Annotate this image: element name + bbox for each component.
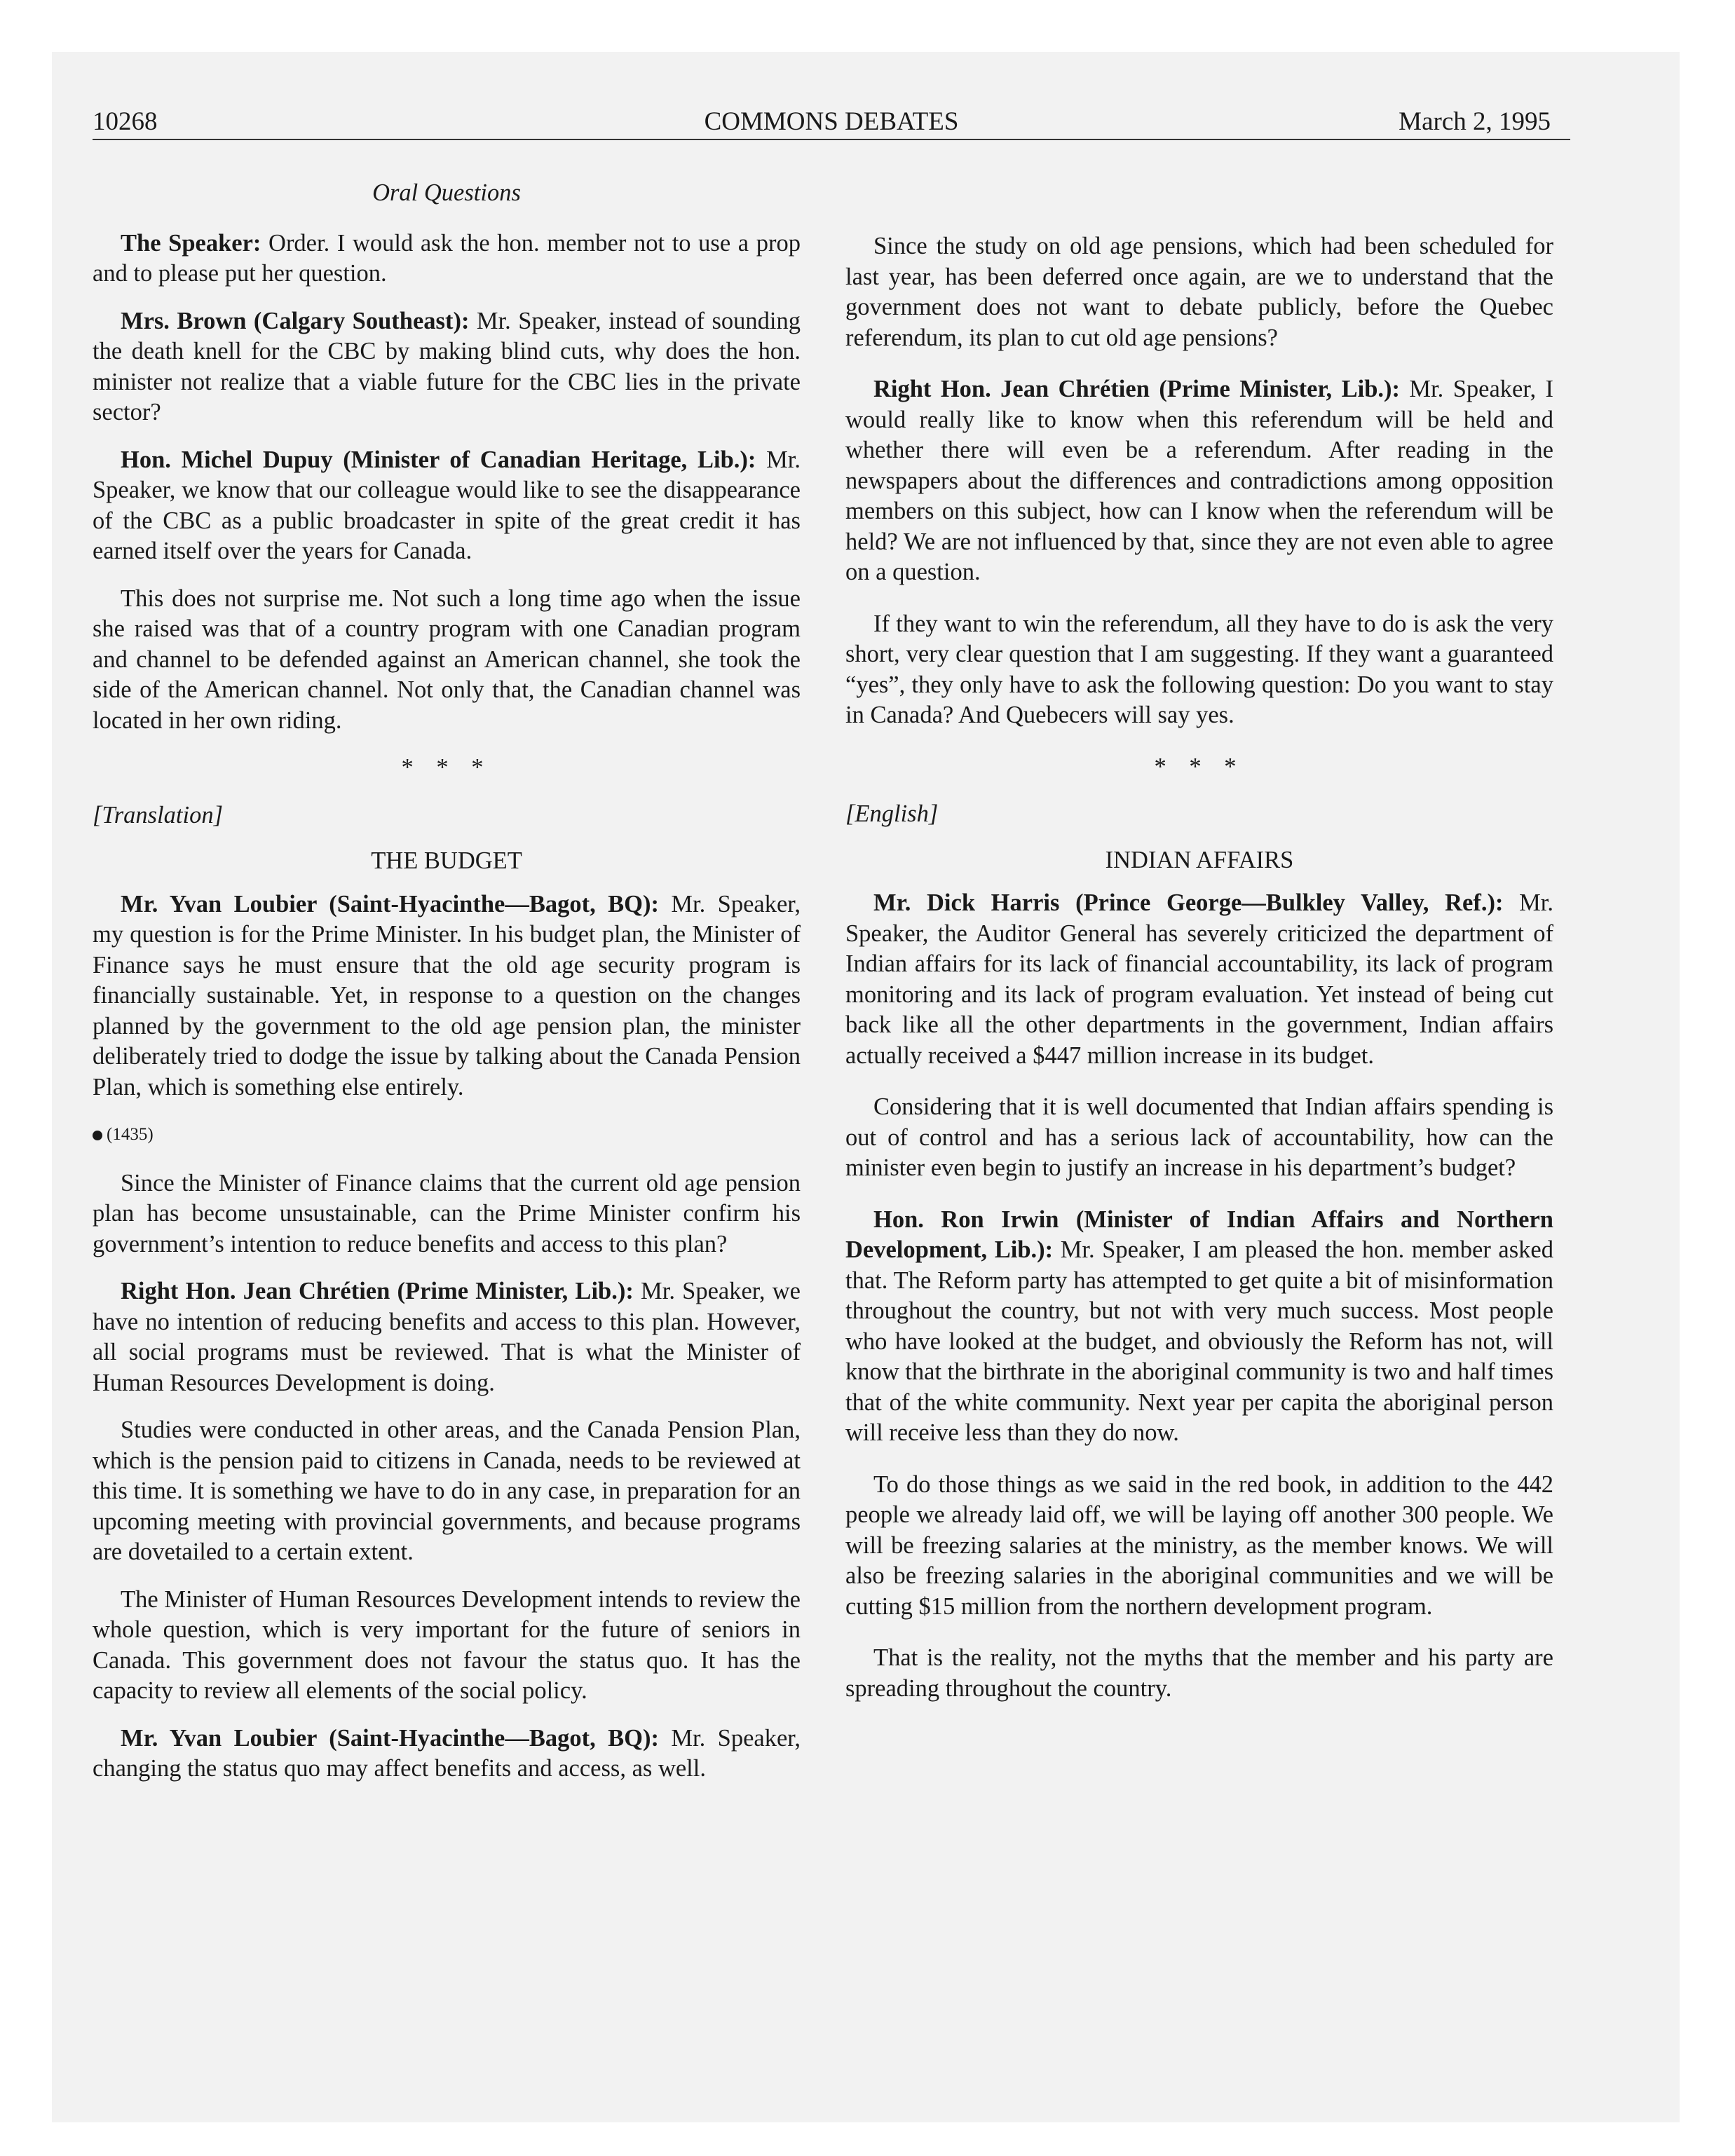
speaker-name: Mr. Yvan Loubier (Saint-Hyacinthe—Bagot, BQ): — [121, 1724, 659, 1752]
paragraph — [845, 888, 1553, 1071]
document-page — [52, 52, 1680, 2122]
paragraph-text: Mr. Speaker, my question is for the Prime Minister. In his budget plan, the Minister of Finance says he must ensure that the old age security program is financially sustainable. Yet, in response to a question on the changes planned by the government to the old age pension plan, the minister deliberately tried to dodge the issue by talking about the Canada Pension Plan, which is something else entirely. — [93, 890, 801, 1100]
speaker-name: Hon. Ron Irwin (Minister of Indian Affairs and Northern Development, Lib.): — [845, 1206, 1553, 1263]
paragraph: This does not surprise me. Not such a long time ago when the issue she raised was that of a country program with one Canadian program and channel to be defended against an American channel, she took the side of the American channel. Not only that, the Canadian channel was located in her own riding. — [93, 585, 801, 734]
section-heading: INDIAN AFFAIRS — [1105, 846, 1294, 873]
speaker-name: Mrs. Brown (Calgary Southeast): — [121, 307, 470, 334]
page-date: March 2, 1995 — [1399, 107, 1551, 136]
paragraph: The Minister of Human Resources Development intends to review the whole question, which is very important for the future of seniors in Canada. This government does not favour the status quo. It has the capacity to review all elements of the social policy. — [93, 1585, 801, 1704]
speaker-name: The Speaker: — [121, 229, 261, 257]
speaker-name: Right Hon. Jean Chrétien (Prime Minister, Lib.): — [121, 1278, 634, 1304]
speaker-name: Mr. Dick Harris (Prince George—Bulkley Valley, Ref.): — [873, 889, 1504, 916]
section-rubric: Oral Questions — [372, 179, 521, 206]
section-separator: * * * — [1154, 753, 1245, 780]
paragraph — [845, 1205, 1553, 1449]
paragraph: Studies were conducted in other areas, and the Canada Pension Plan, which is the pension paid to citizens in Canada, needs to be reviewed at this time. It is something we have to do in any case, in preparation for an upcoming meeting with provincial governments, and because programs are dovetailed to a certain extent. — [93, 1417, 801, 1565]
paragraph — [93, 445, 801, 567]
speaker-name: Mr. Yvan Loubier (Saint-Hyacinthe—Bagot, BQ): — [121, 890, 659, 917]
time-marker — [93, 1119, 801, 1150]
paragraph — [93, 889, 801, 1103]
section-separator: * * * — [401, 754, 492, 781]
speaker-name: Hon. Michel Dupuy (Minister of Canadian Heritage, Lib.): — [121, 446, 756, 473]
paragraph: Since the Minister of Finance claims that the current old age pension plan has become unsustainable, can the Prime Minister confirm his government’s intention to reduce benefits and access to this plan? — [93, 1169, 801, 1257]
right-column — [845, 231, 1553, 1725]
paragraph-text: Order. I would ask the hon. member not to use a prop and to please put her question. — [93, 229, 801, 287]
page-header — [93, 107, 1570, 140]
paragraph — [93, 1276, 801, 1398]
paragraph-text: Mr. Speaker, the Auditor General has severely criticized the department of Indian affairs for its lack of financial accountability, its lack of program monitoring and its lack of program evaluation. Yet instead of being cut back like all the other departments in the government, Indian affairs actually received a $447 million increase in its budget. — [845, 889, 1554, 1069]
paragraph: To do those things as we said in the red book, in addition to the 442 people we already laid off, we will be laying off another 300 people. We will be freezing salaries at the ministry, as the member knows. We will also be freezing salaries in the aboriginal communities and we will be cutting $15 million from the northern development program. — [845, 1471, 1553, 1620]
paragraph-text: Mr. Speaker, instead of sounding the death knell for the CBC by making blind cuts, why does the hon. minister not realize that a viable future for the CBC lies in the private sector? — [93, 307, 801, 425]
paragraph-text: Mr. Speaker, we know that our colleague would like to see the disappearance of the CBC as a public broadcaster in spite of the great credit it has earned itself over the years for Canada. — [93, 446, 801, 564]
bullet-icon — [93, 1131, 102, 1140]
paragraph-text: Mr. Speaker, we have no intention of reducing benefits and access to this plan. However, all social programs must be reviewed. That is what the Minister of Human Resources Development is doing. — [93, 1278, 801, 1396]
paragraph — [93, 1724, 801, 1785]
paragraph: Considering that it is well documented that Indian affairs spending is out of control and has a serious lack of accountability, how can the minister even begin to justify an increase in his department’s budget? — [845, 1093, 1553, 1181]
publication-title: COMMONS DEBATES — [704, 107, 959, 136]
paragraph: Since the study on old age pensions, which had been scheduled for last year, has been deferred once again, are we to understand that the government does not want to debate publicly, before the Quebec referendum, its plan to cut old age pensions? — [845, 233, 1553, 351]
paragraph-text: Mr. Speaker, I am pleased the hon. member asked that. The Reform party has attempted to get quite a bit of misinformation throughout the country, but not with very much success. Most people who have looked at the budget, and obviously the Reform has not, will know that the birthrate in the aboriginal community is two and half times that of the white community. Next year per capita the aboriginal person will receive less than they do now. — [845, 1236, 1553, 1446]
paragraph: That is the reality, not the myths that the member and his party are spreading throughout the country. — [845, 1644, 1553, 1702]
paragraph: If they want to win the referendum, all they have to do is ask the very short, very clear question that I am suggesting. If they want a guaranteed “yes”, they only have to ask the following question: Do you want to stay in Canada? And Quebecers will say yes. — [845, 610, 1553, 728]
section-heading: THE BUDGET — [371, 847, 522, 874]
language-marker: [English] — [845, 800, 939, 827]
paragraph — [845, 374, 1553, 588]
left-column — [93, 178, 801, 1801]
paragraph-text: Mr. Speaker, changing the status quo may affect benefits and access, as well. — [93, 1724, 801, 1782]
paragraph — [93, 228, 801, 289]
page-number: 10268 — [93, 107, 158, 136]
speaker-name: Right Hon. Jean Chrétien (Prime Minister, Lib.): — [873, 376, 1400, 402]
paragraph — [93, 306, 801, 428]
language-marker: [Translation] — [93, 801, 223, 828]
paragraph-text: Mr. Speaker, I would really like to know when this referendum will be held and whether there will even be a referendum. After reading in the newspapers about the differences and contradictions among opposition members on this subject, how can I know when the referendum will be held? We are not influenced by that, since they are not even able to agree on a question. — [845, 376, 1553, 585]
time-marker-text: (1435) — [107, 1125, 154, 1144]
